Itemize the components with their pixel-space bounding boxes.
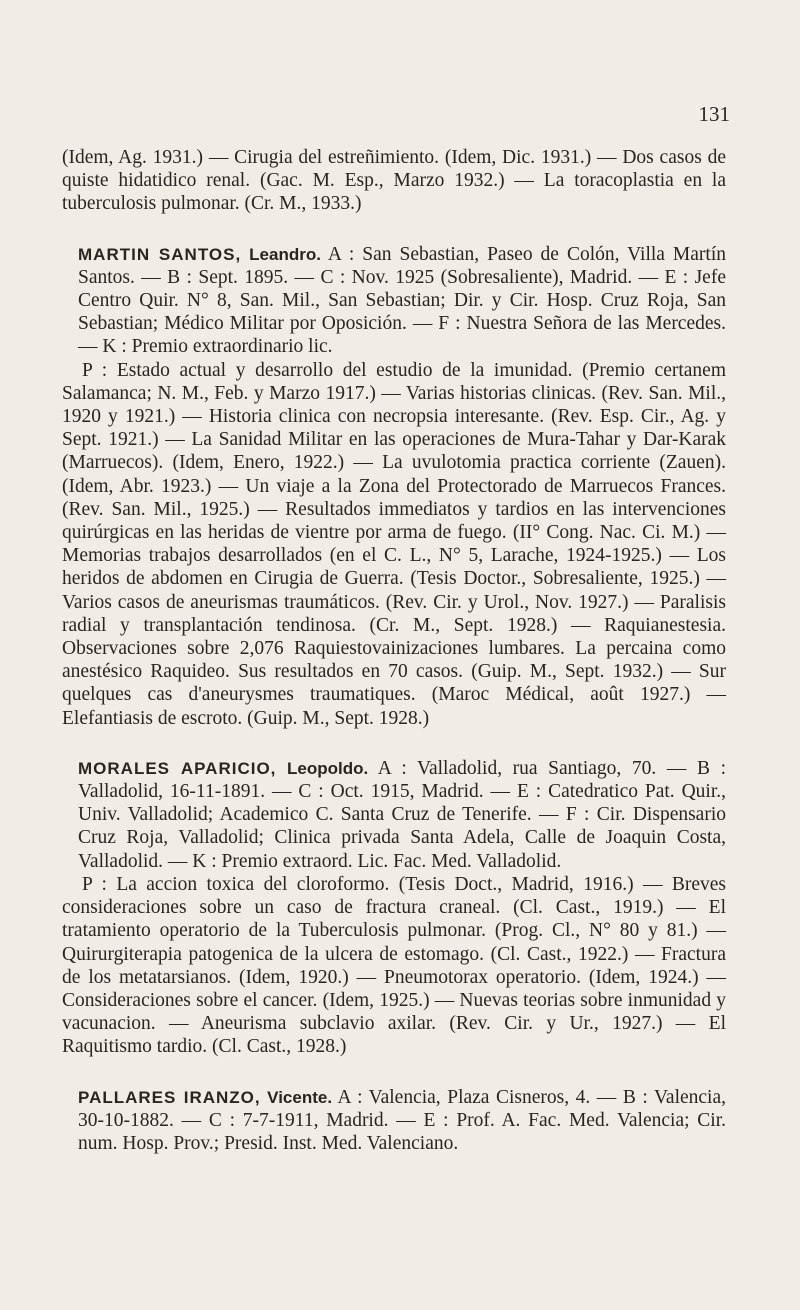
entry-surname: MORALES APARICIO, [78,758,277,778]
entry-details: A : Valladolid, rua Santiago, 70. — B : Valladolid, 16-11-1891. — C : Oct. 1915, Madrid. — E : Catedratico Pat. Quir., Univ. Valladolid; Academico C. Santa Cruz de Tenerife. — F : Cir. Dispensario Cruz Roja, Valladolid; Clinica privada Santa Adela, Calle de Joaquin Costa, Valladolid. — K : Premio extraord. Lic. Fac. Med. Valladolid. [78,757,726,872]
entry-given-name: Leopoldo. [287,758,369,778]
page-number: 131 [698,102,730,126]
entry-morales-aparicio [62,757,726,1059]
entry-given-name: Leandro. [249,244,321,264]
entry-details: A : Valencia, Plaza Cisneros, 4. — B : Valencia, 30-10-1882. — C : 7-7-1911, Madrid. — E : Prof. A. Fac. Med. Valencia; Cir. num. Hosp. Prov.; Presid. Inst. Med. Valenciano. [78,1086,726,1154]
entry-details: A : San Sebastian, Paseo de Colón, Villa Martín Santos. — B : Sept. 1895. — C : Nov. 1925 (Sobresaliente), Madrid. — E : Jefe Centro Quir. N° 8, San. Mil., San Sebastian; Dir. y Cir. Hosp. Cruz Roja, San Sebastian; Médico Militar por Oposición. — F : Nuestra Señora de las Mercedes. — K : Premio extraordinario lic. [78,243,726,358]
entry-martin-santos [62,243,726,730]
entry-publications: P : Estado actual y desarrollo del estudio de la imunidad. (Premio certanem Salamanca; N. M., Feb. y Marzo 1917.) — Varias historias clinicas. (Rev. San. Mil., 1920 y 1921.) — Historia clinica con necropsia interesante. (Rev. Esp. Cir., Ag. y Sept. 1921.) — La Sanidad Militar en las operaciones de Mura-Tahar y Dar-Karak (Marruecos). (Idem, Enero, 1922.) — La uvulotomia practica corriente (Zauen). (Idem, Abr. 1923.) — Un viaje a la Zona del Protectorado de Marruecos Frances. (Rev. San. Mil., 1925.) — Resultados immediatos y tardios en las intervenciones quirúrgicas en las heridas de vientre por arma de fuego. (II° Cong. Nac. Ci. M.) — Memorias trabajos desarrollados (en el C. L., N° 5, Larache, 1924-1925.) — Los heridos de abdomen en Cirugia de Guerra. (Tesis Doctor., Sobresaliente, 1925.) — Varios casos de aneurismas traumáticos. (Rev. Cir. y Urol., Nov. 1927.) — Paralisis radial y transplantación tendinosa. (Cr. M., Sept. 1928.) — Raquianestesia. Observaciones sobre 2,076 Raquiestovainizaciones lumbares. La percaina como anestésico Raquideo. Sus resultados en 70 casos. (Guip. M., Sept. 1932.) — Sur quelques cas d'aneurysmes traumatiques. (Maroc Médical, août 1927.) — Elefantiasis de escroto. (Guip. M., Sept. 1928.) [62,359,726,729]
entry-given-name: Vicente. [267,1087,333,1107]
entry-publications: P : La accion toxica del cloroformo. (Tesis Doct., Madrid, 1916.) — Breves consideraciones sobre un caso de fractura craneal. (Cl. Cast., 1919.) — El tratamiento operatorio de la Tuberculosis pulmonar. (Prog. Cl., N° 80 y 81.) — Quirurgiterapia patogenica de la ulcera de estomago. (Cl. Cast., 1922.) — Fractura de los metatarsianos. (Idem, 1920.) — Pneumotorax operatorio. (Idem, 1924.) — Consideraciones sobre el cancer. (Idem, 1925.) — Nuevas teorias sobre inmunidad y vacunacion. — Aneurisma subclavio axilar. (Rev. Cir. y Ur., 1927.) — El Raquitismo tardio. (Cl. Cast., 1928.) [62,873,726,1058]
entry-paragraph [62,1086,726,1156]
entry-paragraph: (Idem, Ag. 1931.) — Cirugia del estreñimiento. (Idem, Dic. 1931.) — Dos casos de quiste hidatidico renal. (Gac. M. Esp., Marzo 1932.) — La toracoplastia en la tuberculosis pulmonar. (Cr. M., 1933.) [62,147,726,215]
entry-paragraph [62,243,726,359]
entry-pallares-iranzo [62,1086,726,1156]
entry-paragraph [62,757,726,873]
entry-continuation [62,146,726,216]
entry-surname: MARTIN SANTOS, [78,244,242,264]
entry-surname: PALLARES IRANZO, [78,1087,261,1107]
